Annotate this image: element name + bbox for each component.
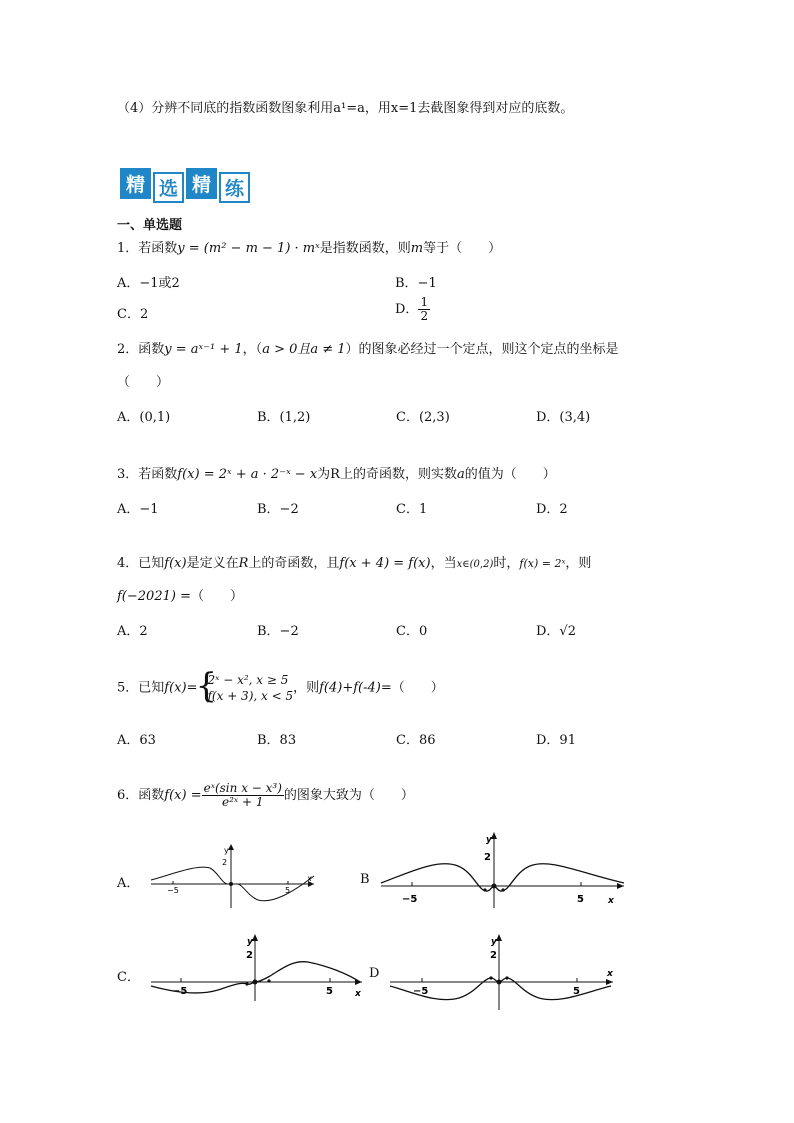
note-text: （4）分辨不同底的指数函数图象利用a¹=a，用x=1去截图象得到对应的底数。 xyxy=(117,101,574,116)
q4-option-d: D．√2 xyxy=(536,624,576,639)
section-badge xyxy=(120,168,250,203)
q-num: 6． xyxy=(117,788,139,803)
q1-option-b: B．−1 xyxy=(395,276,437,291)
q4-option-a: A．2 xyxy=(117,624,148,639)
axis-x-label: x xyxy=(608,896,614,906)
question-6-stem xyxy=(117,782,414,809)
section-heading: 一、单选题 xyxy=(117,218,183,233)
q5-option-b: B．83 xyxy=(257,733,297,748)
axis-tick-label: −5 xyxy=(167,886,179,895)
q-text: 是定义在 xyxy=(186,556,239,571)
axis-x-label: x xyxy=(355,989,361,999)
graph-option-b xyxy=(378,828,628,910)
q3-option-d: D．2 xyxy=(536,502,568,517)
q-formula: f(x) = xyxy=(164,788,202,803)
q2-option-d: D．(3,4) xyxy=(536,410,591,425)
q-formula: f(x) = 2ˣ + a · 2⁻ˣ − x xyxy=(177,467,318,482)
badge-char: 练 xyxy=(219,172,250,203)
q1-option-a: A．−1或2 xyxy=(117,276,180,291)
question-5-stem xyxy=(117,672,444,704)
q-var: a xyxy=(456,467,465,482)
q-num: 4． xyxy=(117,556,139,571)
graph-option-a xyxy=(148,840,318,910)
q-text: 为R上的奇函数，则实数 xyxy=(317,467,457,482)
q-text: 时， xyxy=(493,556,520,571)
q-text: ）的图象必经过一个定点，则这个定点的坐标是 xyxy=(345,342,619,357)
axis-x-label: x xyxy=(307,874,312,883)
q-formula: f(−2021) = xyxy=(117,589,191,604)
q3-option-b: B．−2 xyxy=(257,502,299,517)
q-text: 已知 xyxy=(138,680,165,696)
axis-tick-label: 5 xyxy=(573,986,580,997)
question-4-stem xyxy=(117,552,591,571)
q-text: 是指数函数，则 xyxy=(319,241,411,256)
question-3-stem xyxy=(117,463,556,482)
q-text: 已知 xyxy=(138,556,165,571)
q-num: 2． xyxy=(117,342,139,357)
q6-option-c-label: C． xyxy=(117,970,140,985)
axis-y-label: y xyxy=(247,937,253,947)
q6-option-d-label: D xyxy=(369,966,380,981)
q4-option-c: C．0 xyxy=(396,624,428,639)
question-4-stem-line2 xyxy=(117,585,243,604)
fraction: $\frac{1}{2}$ xyxy=(420,295,429,323)
q-text: 函数 xyxy=(138,342,165,357)
axis-y-label: y xyxy=(486,835,492,845)
q-formula: f(4)+f(-4)= xyxy=(319,680,392,696)
q2-option-c: C．(2,3) xyxy=(396,410,450,425)
axis-y-label: y xyxy=(224,846,229,855)
q6-option-b-label: B xyxy=(360,872,370,887)
graph-option-c xyxy=(148,930,368,1002)
axis-x-label: x xyxy=(607,969,613,979)
axis-tick-label: 2 xyxy=(246,950,253,961)
fraction: $\frac{\text{eˣ(sin x − x³)}}{\text{e²ˣ + 1}}$ xyxy=(203,781,282,809)
q-formula: y = (m² − m − 1) · mˣ xyxy=(177,241,320,256)
q4-option-b: B．−2 xyxy=(257,624,299,639)
piecewise xyxy=(197,672,293,704)
axis-tick-label: −5 xyxy=(402,894,418,905)
q-text: ，（ xyxy=(242,342,263,357)
question-2-stem-line2: （ ） xyxy=(117,375,170,390)
q-text: 函数 xyxy=(138,788,165,803)
badge-char: 精 xyxy=(186,168,217,199)
q-text: 若函数 xyxy=(138,241,178,256)
axis-tick-label: 2 xyxy=(222,858,228,867)
q-text: 的值为（ ） xyxy=(464,467,556,482)
q5-option-a: A．63 xyxy=(117,733,156,748)
q-text: ，则 xyxy=(565,556,592,571)
case: { 2ˣ − x², x ≥ 5 xyxy=(207,673,289,687)
q2-option-a: A．(0,1) xyxy=(117,410,171,425)
axis-tick-label: 2 xyxy=(484,852,491,863)
axis-tick-label: 2 xyxy=(490,950,497,961)
axis-tick-label: 5 xyxy=(285,886,291,895)
q3-option-a: A．−1 xyxy=(117,502,159,517)
q-formula: y = aˣ⁻¹ + 1 xyxy=(164,342,243,357)
q-text: （ ） xyxy=(190,589,243,604)
q2-option-b: B．(1,2) xyxy=(257,410,311,425)
axis-tick-label: 5 xyxy=(577,894,584,905)
q1-option-c: C．2 xyxy=(117,307,149,322)
q1-option-d xyxy=(395,296,430,323)
badge-char: 精 xyxy=(120,168,151,199)
q-text: （ ） xyxy=(391,680,444,696)
q-text: 的图象大致为（ ） xyxy=(283,788,414,803)
q-text: ，当 xyxy=(430,556,457,571)
q5-option-d: D．91 xyxy=(536,733,576,748)
q-text: 上的奇函数，且 xyxy=(248,556,340,571)
curve xyxy=(381,864,624,891)
q-num: 5． xyxy=(117,680,139,696)
case: f(x + 3), x < 5 xyxy=(207,689,294,703)
q-formula: f(x) xyxy=(164,556,187,571)
badge-char: 选 xyxy=(153,172,184,203)
axis-tick-label: −5 xyxy=(413,986,429,997)
q-text: 等于（ ） xyxy=(423,241,502,256)
option-label: D． xyxy=(395,302,419,317)
axis-tick-label: 5 xyxy=(326,986,333,997)
question-2-stem xyxy=(117,338,619,357)
q-var: R xyxy=(238,556,249,571)
question-1-stem xyxy=(117,237,501,256)
q-var: m xyxy=(410,241,424,256)
q-text: 若函数 xyxy=(138,467,178,482)
q-formula: f(x) = 2ˣ xyxy=(519,557,566,570)
q3-option-c: C．1 xyxy=(396,502,428,517)
q-text: ，则 xyxy=(293,680,320,696)
q-num: 1． xyxy=(117,241,139,256)
q-formula: f(x)= xyxy=(164,680,198,696)
q6-option-a-label: A． xyxy=(117,876,140,891)
q-formula: x∈(0,2) xyxy=(456,559,494,570)
axis-y-label: y xyxy=(491,937,497,947)
q5-option-c: C．86 xyxy=(396,733,436,748)
axis-tick-label: −5 xyxy=(172,986,188,997)
q-formula: f(x + 4) = f(x) xyxy=(339,556,431,571)
graph-option-d xyxy=(387,930,617,1012)
q-num: 3． xyxy=(117,467,139,482)
q-condition: a > 0且a ≠ 1 xyxy=(262,342,346,357)
